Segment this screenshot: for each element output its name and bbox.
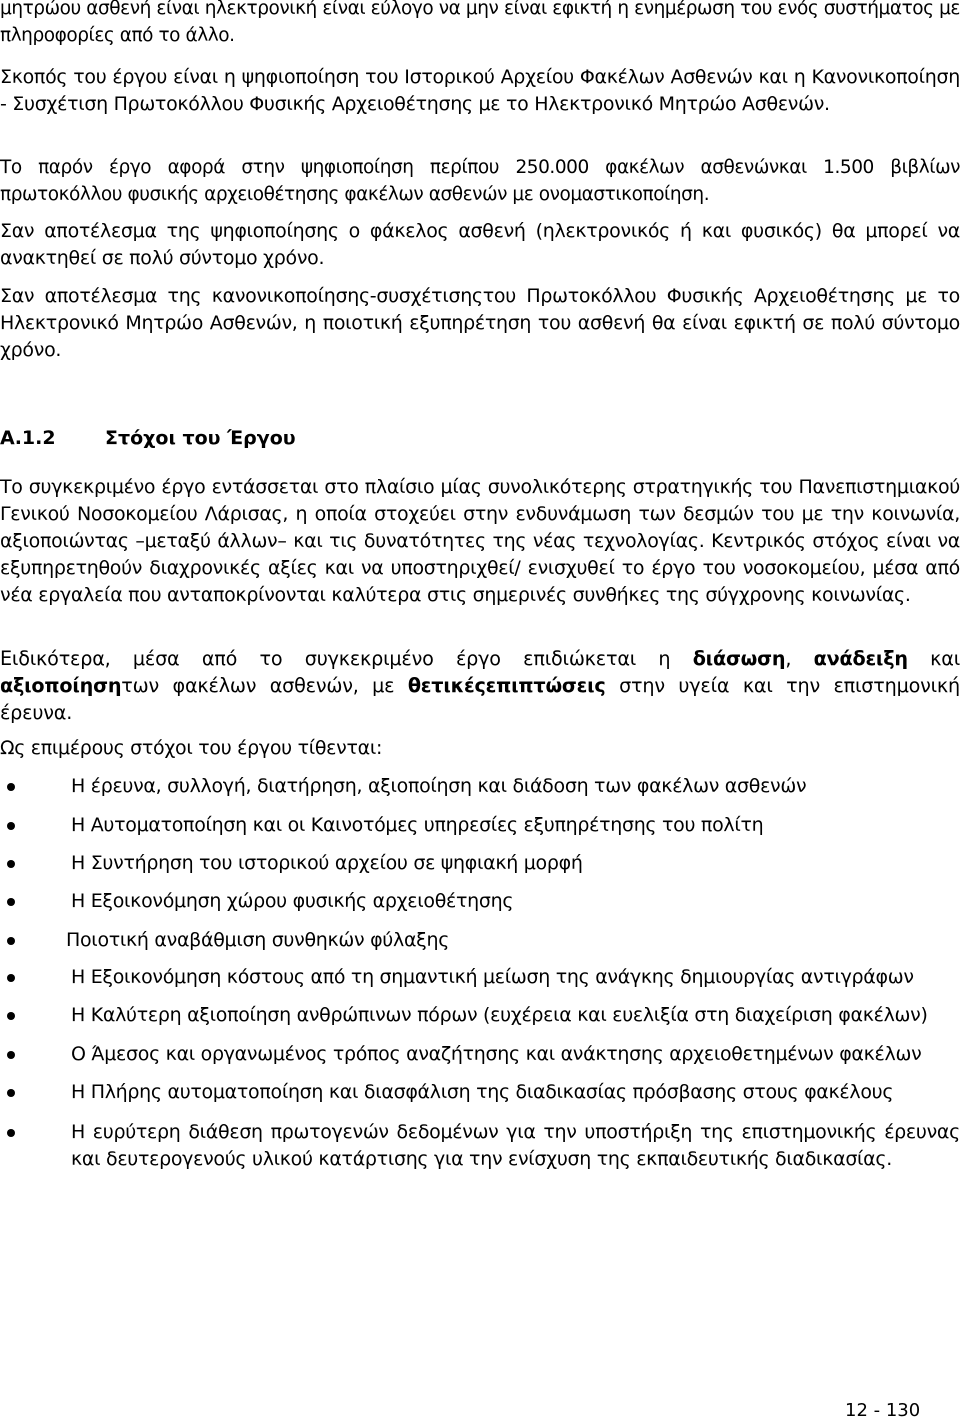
section-title: Στόχοι του Έργου [105,427,296,449]
paragraph-intro-continuation: μητρώου ασθενή είναι ηλεκτρονική είναι εύλογο να μην είναι εφικτή η ενημέρωση του ενός συστήματος με πληροφορίες από το άλλο. [0,0,960,46]
bullet-icon [7,898,15,906]
bullet-icon [7,860,15,868]
bullet-icon [7,1051,15,1059]
emphasis-preservation: διάσωση [692,647,786,670]
emphasis-promotion: ανάδειξη [813,647,908,670]
section-heading [0,425,960,452]
paragraph-goals-intro: Ως επιμέρους στόχοι του έργου τίθενται: [0,737,383,759]
paragraph-project-purpose: Σκοπός του έργου είναι η ψηφιοποίηση του Ιστορικού Αρχείου Φακέλων Ασθενών και η Κανονικοποίηση - Συσχέτιση Πρωτοκόλλου Φυσικής Αρχειοθέτησης με το Ηλεκτρονικό Μητρώο Ασθενών. [0,66,960,115]
paragraph-specific-aims: Ειδικότερα, μέσα από το συγκεκριμένο έργο επιδιώκεται η διάσωση, ανάδειξη και αξιοποίησητων φακέλων ασθενών, με θετικέςεπιπτώσεις στην υγεία και την επιστημονική έρευνα. [0,647,960,724]
page-number: 12 - 130 [845,1400,921,1421]
bullet-icon [7,1012,15,1020]
paragraph-strategy: Το συγκεκριμένο έργο εντάσσεται στο πλαίσιο μίας συνολικότερης στρατηγικής του Πανεπιστημιακού Γενικού Νοσοκομείου Λάρισας, η οποία στοχεύει στην ενδυνάμωση των δεσμών του με την κοινωνία, αξιοποιώντας –μεταξύ άλλων– και τις δυνατότητες της νέας τεχνολογίας. Κεντρικός στόχος είναι να εξυπηρετηθούν διαχρονικές αξίες και να υποστηριχθεί/ ενισχυθεί το έργο του νοσοκομείου, μέσα από νέα εργαλεία που ανταποκρίνονται καλύτερα στις σημερινές συνθήκες της σύγχρονης κοινωνίας. [0,476,960,606]
emphasis-positive-effects: θετικέςεπιπτώσεις [407,674,606,697]
bullet-icon [7,937,15,945]
document-page: μητρώου ασθενή είναι ηλεκτρονική είναι εύλογο να μην είναι εφικτή η ενημέρωση του ενός συστήματος με πληροφορίες από το άλλο. Σκοπός του έργου είναι η ψηφιοποίηση του Ιστορικού Αρχείου Φακέλων Ασθενών και η Κανονικοποίηση - Συσχέτιση Πρωτοκόλλου Φυσικής Αρχειοθέτησης με το Ηλεκτρονικό Μητρώο Ασθενών. Το παρόν έργο αφορά στην ψηφιοποίηση περίπου 250.000 φακέλων ασθενώνκαι 1.500 βιβλίων πρωτοκόλλου φυσικής αρχειοθέτησης φακέλων ασθενών με ονομαστικοποίηση. Σαν αποτέλεσμα της ψηφιοποίησης ο φάκελος ασθενή (ηλεκτρονικός ή και φυσικός) θα μπορεί να ανακτηθεί σε πολύ σύντομο χρόνο. Σαν αποτέλεσμα της κανονικοποίησης-συσχέτισηςτου Πρωτοκόλλου Φυσικής Αρχειοθέτησης με το Ηλεκτρονικό Μητρώο Ασθενών, η ποιοτική εξυπηρέτηση του ασθενή θα είναι εφικτή σε πολύ σύντομο χρόνο. Α.1.2 Στόχοι του Έργου Το συγκεκριμένο έργο εντάσσεται στο πλαίσιο μίας συνολικότερης στρατηγικής του Πανεπιστημιακού Γενικού Νοσοκομείου Λάρισας, η οποία στοχεύει στην ενδυνάμωση των δεσμών του με την κοινωνία, αξιοποιώντας –μεταξύ άλλων– και τις δυνατότητες της νέας τεχνολογίας. Κεντρικός στόχος είναι να εξυπηρετηθούν διαχρονικές αξίες και να υποστηριχθεί/ ενισχυθεί το έργο του νοσοκομείου, μέσα από νέα εργαλεία που ανταποκρίνονται καλύτερα στις σημερινές συνθήκες της σύγχρονης κοινωνίας. Ειδικότερα, μέσα από το συγκεκριμένο έργο επιδιώκεται η διάσωση, ανάδειξη και αξιοποίησητων φακέλων ασθενών, με θετικέςεπιπτώσεις στην υγεία και την επιστημονική έρευνα. Ως επιμέρους στόχοι του έργου τίθενται: Η έρευνα, συλλογή, διατήρηση, αξιοποίηση και διάδοση των φακέλων ασθενών Η Αυτοματοποίηση και οι Καινοτόμες υπηρεσίες εξυπηρέτησης του πολίτη Η Συντήρηση του ιστορικού αρχείου σε ψηφιακή μορφή Η Εξοικονόμηση χώρου φυσικής αρχειοθέτησης Ποιοτική αναβάθμιση συνθηκών φύλαξης Η Εξοικονόμηση κόστους από τη σημαντική μείωση της ανάγκης δημιουργίας αντιγράφων Η Καλύτερη αξιοποίηση ανθρώπινων πόρων (ευχέρεια και ευελιξία στη διαχείριση φακέλων) Ο Άμεσος και οργανωμένος τρόπος αναζήτησης και ανάκτησης αρχειοθετημένων φακέλων Η Πλήρης αυτοματοποίηση και διασφάλιση της διαδικασίας πρόσβασης στους φακέλους Η ευρύτερη διάθεση πρωτογενών δεδομένων για την υποστήριξη της επιστημονικής έρευνας και δευτερογενούς υλικού κατάρτισης για την ενίσχυση της εκπαιδευτικής διαδικασίας. 12 - 130 [0,0,960,1421]
bullet-icon [7,1089,15,1097]
bullet-icon [7,783,15,791]
paragraph-normalization-result: Σαν αποτέλεσμα της κανονικοποίησης-συσχέτισηςτου Πρωτοκόλλου Φυσικής Αρχειοθέτησης με το Ηλεκτρονικό Μητρώο Ασθενών, η ποιοτική εξυπηρέτηση του ασθενή θα είναι εφικτή σε πολύ σύντομο χρόνο. [0,285,960,361]
paragraph-digitization-result: Σαν αποτέλεσμα της ψηφιοποίησης ο φάκελος ασθενή (ηλεκτρονικός ή και φυσικός) θα μπορεί να ανακτηθεί σε πολύ σύντομο χρόνο. [0,220,960,269]
paragraph-project-scope: Το παρόν έργο αφορά στην ψηφιοποίηση περίπου 250.000 φακέλων ασθενώνκαι 1.500 βιβλίων πρωτοκόλλου φυσικής αρχειοθέτησης φακέλων ασθενών με ονομαστικοποίηση. [0,157,960,205]
section-number: Α.1.2 [0,427,56,449]
bullet-icon [7,1129,15,1137]
bullet-icon [7,974,15,982]
bullet-icon [7,822,15,830]
emphasis-utilization: αξιοποίηση [0,674,122,697]
